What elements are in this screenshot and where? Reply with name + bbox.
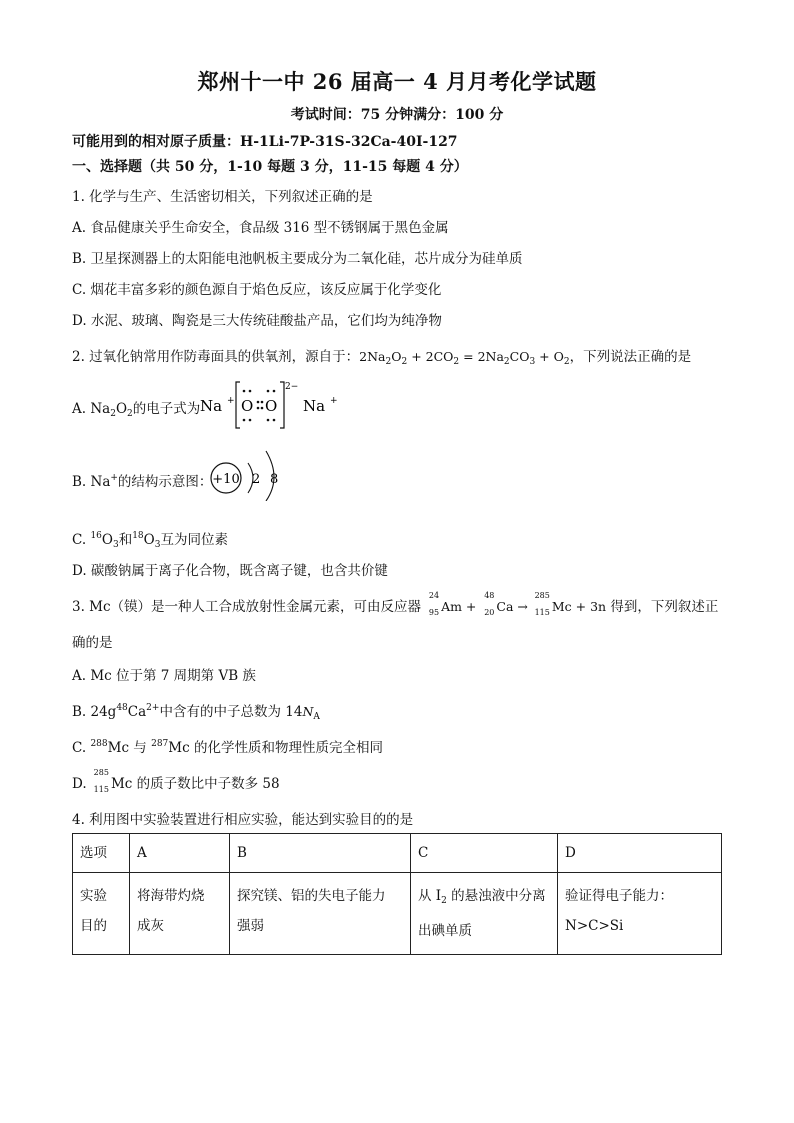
q2-option-a: A. $Na_2O_2$的电子式为 bbox=[72, 401, 201, 419]
page-title: 郑州十一中 26 届高一 4 月月考化学试题 bbox=[197, 69, 597, 94]
mc-nuclide-d: 285 115 bbox=[93, 768, 109, 794]
q3-option-a: A. Mc 位于第 7 周期第 VB 族 bbox=[72, 668, 256, 684]
mc-nuclide: 285 115 bbox=[534, 591, 550, 617]
ca-nuclide: 48 20 bbox=[484, 591, 495, 617]
shell-2-electrons: 8 bbox=[270, 472, 279, 487]
row-label: 实验 目的 bbox=[73, 873, 130, 955]
q4-options-table bbox=[72, 833, 722, 955]
q2-stem: 2. 过氧化钠常用作防毒面具的供氧剂，源自于：$2Na_2O_2 + 2CO_2 = 2Na_2CO_3 + O_2$，下列说法正确的是 bbox=[72, 349, 692, 367]
q2-equation: $2Na_2O_2 + 2CO_2 = 2Na_2CO_3 + O_2$ bbox=[359, 349, 570, 367]
q1-option-b: B. 卫星探测器上的太阳能电池帆板主要成分为二氧化硅，芯片成分为硅单质 bbox=[72, 251, 523, 267]
q3-stem: 3. Mc（镆）是一种人工合成放射性金属元素，可由反应器 24 95 Am + 48 20 Ca → 285 115 Mc + 3n 得到，下列叙述正 bbox=[72, 591, 719, 617]
nucleus-charge: +10 bbox=[212, 472, 240, 487]
lewis-bracket-left bbox=[236, 382, 240, 428]
cell-d: 验证得电子能力： N>C>Si bbox=[558, 873, 722, 955]
sodium-ion-structure-diagram bbox=[202, 447, 292, 501]
q2-option-b: B. Na+的结构示意图： bbox=[72, 473, 213, 490]
lewis-na-right: Na bbox=[303, 397, 326, 415]
q3-option-d: D. 285 115 Mc 的质子数比中子数多 58 bbox=[72, 768, 280, 794]
header-cell-a: A bbox=[130, 834, 230, 873]
am-nuclide: 24 95 bbox=[428, 591, 440, 617]
q3-option-b: B. $24g^{48}Ca^{2+}$中含有的中子总数为 $14N_A$ bbox=[72, 703, 320, 722]
q2-option-c: C. $^{16}O_3$和$^{18}O_3$互为同位素 bbox=[72, 531, 228, 550]
header-cell-option: 选项 bbox=[73, 834, 130, 873]
q3-option-c: C. $^{288}$Mc 与 $^{287}$Mc 的化学性质和物理性质完全相同 bbox=[72, 739, 383, 756]
q1-option-d: D. 水泥、玻璃、陶瓷是三大传统硅酸盐产品，它们均为纯净物 bbox=[72, 313, 442, 329]
lewis-oxygen-2: O bbox=[265, 397, 278, 415]
lewis-plus-right: + bbox=[330, 396, 338, 406]
cell-c: 从 $I_2$ 的悬浊液中分离 出碘单质 bbox=[411, 873, 558, 955]
cell-a: 将海带灼烧 成灰 bbox=[130, 873, 230, 955]
q1-stem: 1. 化学与生产、生活密切相关，下列叙述正确的是 bbox=[72, 189, 373, 205]
atomic-masses: 可能用到的相对原子质量：H-1Li-7P-31S-32Ca-40I-127 bbox=[72, 134, 458, 150]
lewis-plus-left: + bbox=[227, 396, 235, 406]
table-row bbox=[73, 873, 722, 955]
header-cell-b: B bbox=[230, 834, 411, 873]
lewis-bracket-right bbox=[280, 382, 284, 428]
lewis-charge: 2− bbox=[285, 382, 299, 392]
lewis-na-left: Na bbox=[200, 397, 223, 415]
header-cell-d: D bbox=[558, 834, 722, 873]
table-header-row bbox=[73, 834, 722, 873]
header-cell-c: C bbox=[411, 834, 558, 873]
exam-info: 考试时间：75 分钟满分：100 分 bbox=[290, 107, 504, 123]
q4-stem: 4. 利用图中实验装置进行相应实验，能达到实验目的的是 bbox=[72, 812, 414, 828]
q1-option-a: A. 食品健康关乎生命安全，食品级 316 型不锈钢属于黑色金属 bbox=[72, 220, 449, 236]
q1-option-c: C. 烟花丰富多彩的颜色源自于焰色反应，该反应属于化学变化 bbox=[72, 282, 442, 298]
lewis-oxygen-1: O bbox=[241, 397, 254, 415]
shell-1-electrons: 2 bbox=[252, 472, 261, 487]
q3-stem-continued: 确的是 bbox=[72, 635, 113, 651]
peroxide-lewis-structure bbox=[190, 378, 340, 434]
cell-b: 探究镁、铝的失电子能力 强弱 bbox=[230, 873, 411, 955]
q2-option-d: D. 碳酸钠属于离子化合物，既含离子键，也含共价键 bbox=[72, 563, 388, 579]
section-heading: 一、选择题（共 50 分，1-10 每题 3 分，11-15 每题 4 分） bbox=[72, 159, 468, 175]
